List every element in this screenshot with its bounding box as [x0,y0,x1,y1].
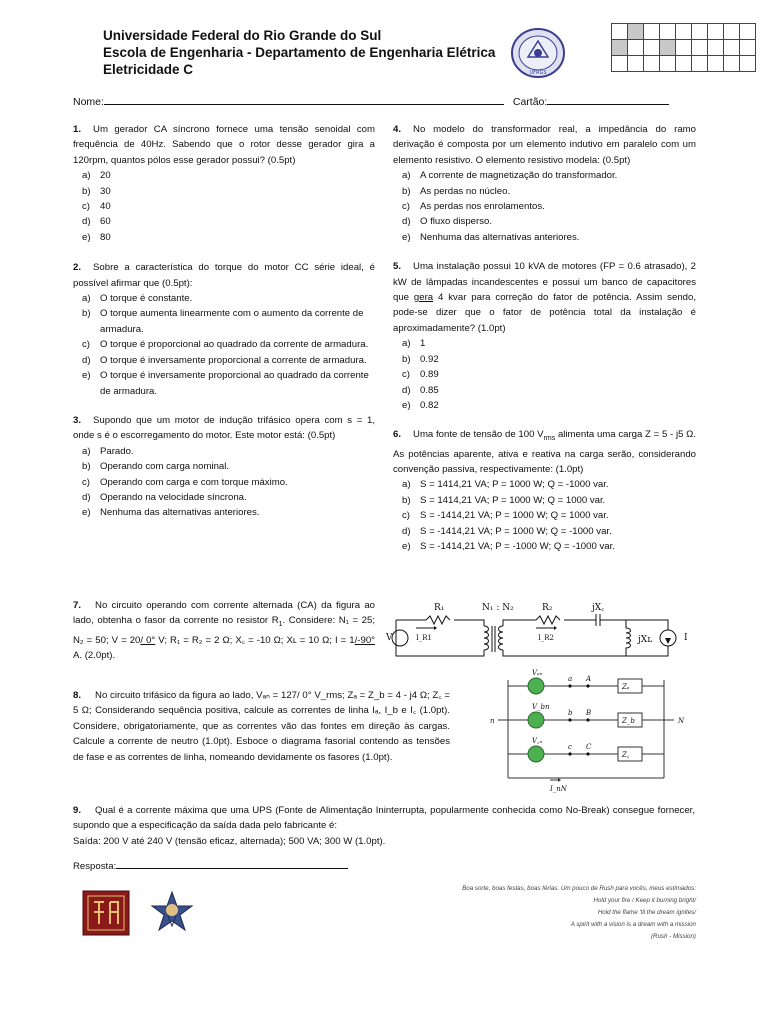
q6-option-text: S = -1414,21 VA; P = -1000 W; Q = -1000 var. [420,541,615,553]
q2-option-letter: d) [82,354,91,366]
fig7-xl-label: jXʟ [638,635,653,645]
q3-option-text: Operando com carga e com torque máximo. [100,476,288,488]
course-name: Eletricidade C [103,62,194,77]
answer-grid [611,23,756,72]
fig8-zc-label: Z꜀ [622,751,630,759]
q3-option-letter: b) [82,461,91,473]
q9-number: 9. [73,805,82,816]
fig8-a-label: a [568,675,573,683]
q6-option-text: S = 1414,21 VA; P = 1000 W; Q = -1000 var. [420,479,609,491]
q1-option-letter: c) [82,201,90,213]
fig8-b-label: b [568,709,573,717]
q5-option-text: 1 [420,338,426,350]
q6-option-letter: e) [402,541,411,553]
q5-option-letter: a) [402,338,411,350]
q6-option-text: S = -1414,21 VA; P = 1000 W; Q = -1000 var. [420,525,612,537]
q6-number: 6. [393,429,402,441]
q3-option-text: Parado. [100,445,134,457]
q3-option[interactable] [73,490,375,505]
q1-number: 1. [73,124,82,135]
cartao-label: Cartão: [512,96,548,108]
q2-option-letter: b) [82,308,91,320]
q1-text: Um gerador CA síncrono fornece uma tensão senoidal com frequência de 40Hz. Sabendo que o rotor desse gerador gira a 120rpm, quantos pólos esse gerador possui? (0.5pt) [73,124,375,166]
q6-option-text: S = -1414,21 VA; P = 1000 W; Q = 1000 var. [420,510,609,522]
q4-option[interactable] [393,184,696,199]
q1-option-text: 40 [100,201,111,213]
nome-label: Nome: [73,96,104,108]
q2-option-letter: a) [82,293,91,305]
cartao-field[interactable] [547,94,669,105]
q3-option[interactable] [73,459,375,474]
q5-option-letter: d) [402,384,411,396]
q6-text-a: Uma fonte de tensão de 100 V [413,429,544,441]
q6-option-letter: a) [402,479,411,491]
fig8-zb-label: Z_b [622,717,635,725]
right-column [393,122,696,554]
question-7: 7. No circuito operando com corrente alternada (CA) da figura ao lado, obtenha o fasor da corrente no resistor $R_1$. Considere: N₁ = 25; N₂ = 50; V = 20/ 0° V; R₁ = R₂ = 2 Ω; X꜀ = -10 Ω; Xʟ = 10 Ω; I = 1/-90° A. (2.0pt). [73,600,376,662]
q9-text: Qual é a corrente máxima que uma UPS (Fonte de Alimentação Ininterrupta, popularmente conhecida como No-Break) consegue fornecer, supondo que a especificação da saída dada pelo fabricante é: [73,805,695,832]
q7-number: 7. [73,600,82,611]
q6-option[interactable] [393,508,696,523]
q4-option-text: A corrente de magnetização do transformador. [420,170,618,182]
footer-line3: Hold the flame 'til the dream ignites/ [597,909,696,916]
q5-options [393,336,696,413]
fig8-B-label: B [586,709,592,717]
q2-option[interactable] [73,291,375,306]
q6-option[interactable] [393,524,696,539]
q2-option-text: O torque é proporcional ao quadrado da corrente de armadura. [100,339,369,351]
nome-field[interactable] [104,94,504,105]
q1-option[interactable] [73,184,375,199]
seal-text: UFRGS [529,70,547,76]
school-name: Escola de Engenharia - Departamento de Engenharia Elétrica [103,45,496,60]
q4-option-letter: e) [402,231,411,243]
q5-option-text: 0.89 [420,369,439,381]
question-4 [393,122,696,168]
question-2 [73,260,375,291]
ufrgs-seal-logo [510,27,566,79]
footer-line2: Hold your fire / Keep it burning bright/ [593,897,696,904]
q7-line3: X꜀ = -10 Ω; Xʟ = 10 Ω; I = 1 [235,634,355,646]
q3-option-letter: a) [82,445,91,457]
q6-options [393,477,696,554]
q7-v-angle: / 0° [140,634,156,646]
q3-option-text: Operando na velocidade síncrona. [100,491,247,503]
q3-number: 3. [73,414,82,426]
q4-option-letter: d) [402,216,411,228]
q1-options [73,168,375,245]
q1-option-text: 60 [100,216,111,228]
q1-option[interactable] [73,199,375,214]
fig8-va-label: Vₐₙ [532,669,543,677]
q4-options [393,168,696,245]
q9-spec: Saída: 200 V até 240 V (tensão eficaz, alternada); 500 VA; 300 W (1.0pt). [73,835,386,847]
fig7-ir2-label: I_R2 [538,634,554,642]
red-emblem-logo [82,890,130,936]
q4-option-text: Nenhuma das alternativas anteriores. [420,231,580,243]
fig7-ratio-label: N₁ : N₂ [482,603,514,613]
fig8-C-label: C [586,743,592,751]
fig7-r2-label: R₂ [542,603,553,613]
q6-option-letter: b) [402,494,411,506]
q5-option[interactable] [393,352,696,367]
q4-option[interactable] [393,214,696,229]
fig7-ir1-label: I_R1 [416,634,432,642]
footer-line4: A spirit with a vision is a dream with a mission [570,921,696,928]
footer-line1: Boa sorte, boas festas, boas férias. Um pouco de Rush para vocês, meus estimados: [462,885,696,892]
q7-line2: Considere: N₁ = 25; N₂ = 50; V = 20 [73,615,376,646]
q5-number: 5. [393,261,402,273]
q6-text-b: alimenta uma carga Z = 5 - j5 Ω. As potências aparente, ativa e reativa na carga serão, considerando convenção passiva, respectivamente: (1.0pt) [393,429,697,476]
q1-option[interactable] [73,214,375,229]
rush-starman-logo [150,890,194,934]
q7-line3b: A. (2.0pt). [73,650,116,662]
fig7-i-label: I [684,633,688,643]
footer-line5: (Rush - Mission) [650,933,696,940]
fig7-xc-label: jX꜀ [592,603,605,613]
q4-option[interactable] [393,168,696,183]
q3-option-text: Nenhuma das alternativas anteriores. [100,507,260,519]
q5-option[interactable] [393,398,696,413]
q4-option-letter: b) [402,185,411,197]
q1-option[interactable] [73,230,375,245]
q4-option-text: As perdas nos enrolamentos. [420,201,545,213]
question-6 [393,427,696,477]
q5-option[interactable] [393,367,696,382]
q1-option-text: 20 [100,170,111,182]
q2-options [73,291,375,399]
q3-text: Supondo que um motor de indução trifásico opera com s = 1, onde s é o escorregamento do motor. Este motor está: (0.5pt) [73,414,375,442]
fig8-N-label: N [678,717,685,725]
q2-option-letter: c) [82,339,90,351]
q5-option[interactable] [393,383,696,398]
left-column [73,122,375,521]
q2-option-text: O torque é inversamente proporcional ao quadrado da corrente de armadura. [100,370,369,397]
q6-option-text: S = 1414,21 VA; P = 1000 W; Q = 1000 var. [420,494,606,506]
q5-option-text: 0.92 [420,353,439,365]
q1-option[interactable] [73,168,375,183]
q5-text-underlined: gera [413,292,434,304]
q8-three-phase-figure [488,668,698,794]
q7-line2b: V; R₁ = R₂ = 2 Ω; [155,634,233,646]
q2-number: 2. [73,262,82,274]
header [103,27,495,78]
q6-option-letter: c) [402,510,410,522]
resposta-field[interactable] [116,858,348,869]
q5-option-letter: c) [402,369,410,381]
q3-options [73,444,375,521]
q3-option[interactable] [73,505,375,520]
fig8-vb-label: V_bn [532,703,550,711]
q3-option[interactable] [73,475,375,490]
q4-option-text: O fluxo disperso. [420,216,492,228]
q8-text: No circuito trifásico da figura ao lado, Vₐₙ = 127/ 0° V_rms; Zₐ = Z_b = 4 - j4 Ω; Z꜀ = 5 Ω; Considerando sequência positiva, calcule as correntes de linha Iₐ, I_b e I꜀ (1.0pt). Considere, obrigatoriamente, que as correntes vão das fontes em direção às cargas. Calcule a corrente de neutro (1.0pt). Esboce o diagrama fasorial contendo as tensões de fase e as correntes de linha, nomeando devidamente os fasores (1.0pt). [73,690,450,763]
q4-option-text: As perdas no núcleo. [420,185,511,197]
resposta-line [73,858,348,872]
question-5 [393,259,696,336]
q7-circuit-figure [386,598,698,668]
q5-text-b: 4 kvar para correção do fator de potência. Assim sendo, pode-se dizer que o fator de potência total da instalação é aproximadamente? (1.0pt) [393,292,696,334]
fig8-vc-label: V꜀ₙ [532,737,543,745]
q4-option-letter: a) [402,170,411,182]
resposta-label: Resposta: [73,861,117,872]
q2-option-text: O torque aumenta linearmente com o aumento da corrente de armadura. [100,308,364,335]
q6-option[interactable] [393,539,696,554]
q2-option[interactable] [73,368,375,399]
q6-text-sub: rms [543,435,556,443]
q5-option-letter: e) [402,399,411,411]
q5-option[interactable] [393,336,696,351]
question-8 [73,688,450,765]
q3-option-letter: d) [82,491,91,503]
q4-option[interactable] [393,230,696,245]
q4-option-letter: c) [402,201,410,213]
q2-option[interactable] [73,353,375,368]
q2-option-letter: e) [82,370,91,382]
q1-option-letter: e) [82,231,91,243]
q1-option-text: 80 [100,231,111,243]
question-1 [73,122,375,168]
fig8-n-label: n [490,717,495,725]
q5-option-text: 0.82 [420,399,439,411]
q1-option-letter: d) [82,216,91,228]
university-name: Universidade Federal do Rio Grande do Sul [103,28,382,43]
q1-option-text: 30 [100,185,111,197]
fig7-v-label: V [386,633,393,643]
q4-text: No modelo do transformador real, a impedância do ramo derivação é composta por um elemento indutivo em paralelo com um elemento resistivo. O elemento resistivo modela: (0.5pt) [393,124,696,166]
q3-option-letter: c) [82,476,90,488]
q5-option-letter: b) [402,353,411,365]
fig8-za-label: Zₐ [622,683,630,691]
q6-option[interactable] [393,493,696,508]
q5-option-text: 0.85 [420,384,439,396]
q7-i-angle: /-90° [354,634,376,646]
q2-option-text: O torque é inversamente proporcional a corrente de armadura. [100,354,367,366]
question-3 [73,413,375,444]
fig8-c-label: c [568,743,572,751]
q2-option[interactable] [73,337,375,352]
q7-line1: No circuito operando com corrente alternada (CA) da figura ao lado, obtenha o fasor da corrente no resistor R [73,600,375,627]
q3-option-text: Operando com carga nominal. [100,461,230,473]
q2-option[interactable] [73,306,375,337]
q8-number: 8. [73,690,82,701]
q4-option[interactable] [393,199,696,214]
q7-line1-sub: 1 [278,621,283,629]
q3-option[interactable] [73,444,375,459]
fig7-r1-label: R₁ [434,603,445,613]
q3-option-letter: e) [82,507,91,519]
q6-option[interactable] [393,477,696,492]
footer-quote [400,883,696,943]
q2-option-text: O torque é constante. [100,293,193,305]
q2-text: Sobre a característica do torque do motor CC série ideal, é possível afirmar que (0.5pt): [73,262,375,289]
q1-option-letter: a) [82,170,91,182]
q1-option-letter: b) [82,185,91,197]
question-9 [73,803,695,849]
name-line [73,94,669,108]
fig8-inn-label: I_nN [550,785,567,793]
q5-text-a: Uma instalação possui 10 kVA de motores (FP = 0.6 atrasado), 2 kW de lâmpadas incandescentes e possui um banco de capacitores que [393,261,696,304]
fig8-A-label: A [586,675,592,683]
q4-number: 4. [393,124,402,135]
q6-option-letter: d) [402,525,411,537]
